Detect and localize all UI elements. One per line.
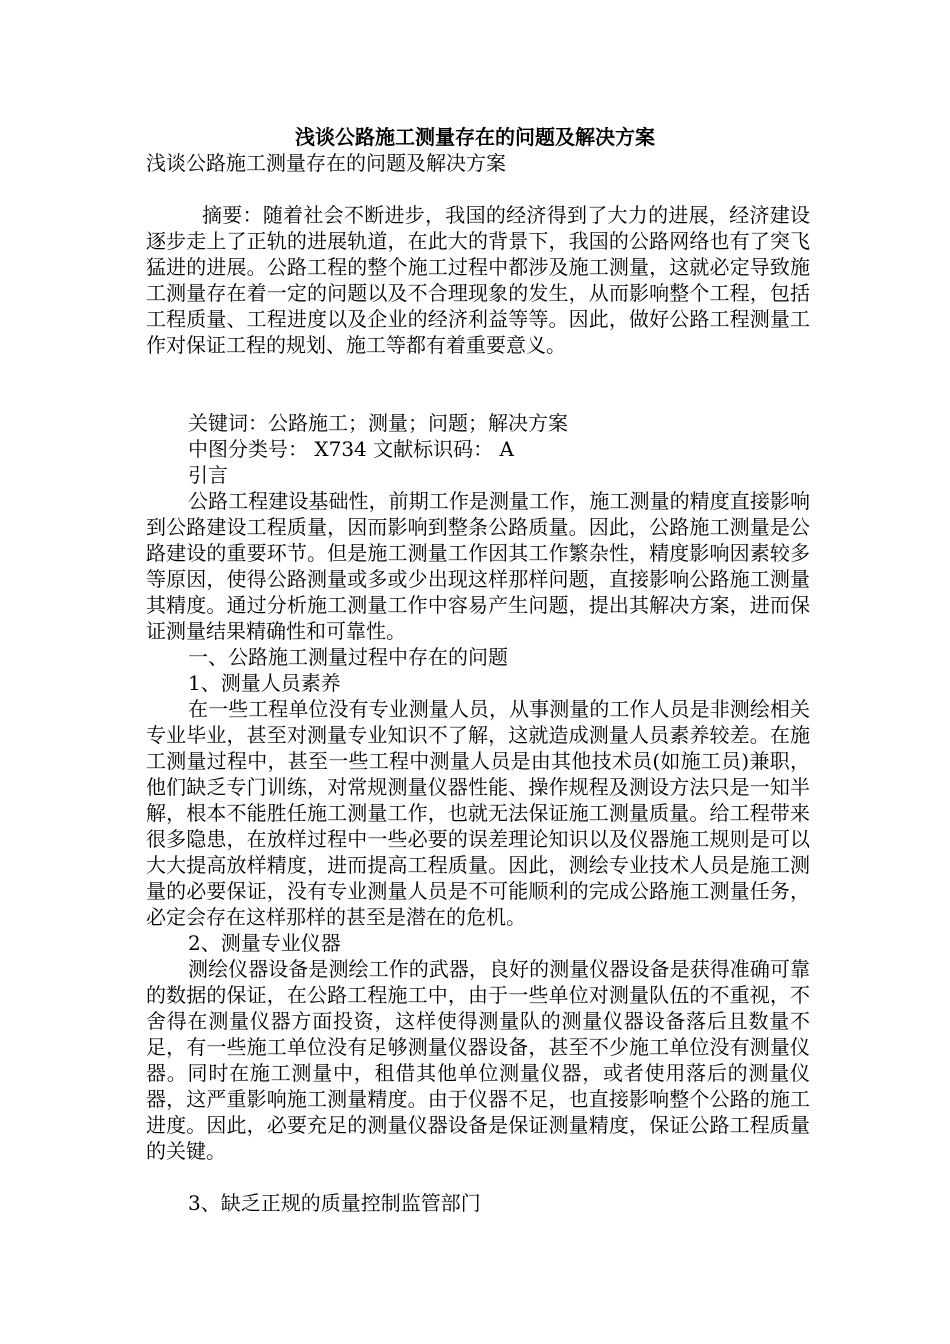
abstract-paragraph: 摘要：随着社会不断进步，我国的经济得到了大力的进展，经济建设逐步走上了正轨的进展轨道，在此大的背景下，我国的公路网络也有了突飞猛进的进展。公路工程的整个施工过程中都涉及施工测量，这就必定导致施工测量存在着一定的问题以及不合理现象的发生，从而影响整个工程，包括工程质量、工程进度以及企业的经济利益等等。因此，做好公路工程测量工作对保证工程的规划、施工等都有着重要意义。 [146,203,810,357]
spacer [146,384,810,410]
spacer [146,176,810,202]
spacer [146,1164,810,1190]
intro-paragraph: 公路工程建设基础性，前期工作是测量工作，施工测量的精度直接影响到公路建设工程质量，因而影响到整条公路质量。因此，公路施工测量是公路建设的重要环节。但是施工测量工作因其工作繁杂性，精度影响因素较多等原因，使得公路测量或多或少出现这样那样问题，直接影响公路施工测量其精度。通过分析施工测量工作中容易产生问题，提出其解决方案，进而保证测量结果精确性和可靠性。 [146,489,810,643]
subsection-paragraph-1: 在一些工程单位没有专业测量人员，从事测量的工作人员是非测绘相关专业毕业，甚至对测量专业知识不了解，这就造成测量人员素养较差。在施工测量过程中，甚至一些工程中测量人员是由其他技术员(如施工员)兼职，他们缺乏专门训练，对常规测量仪器性能、操作规程及测设方法只是一知半解，根本不能胜任施工测量工作，也就无法保证施工测量质量。给工程带来很多隐患，在放样过程中一些必要的误差理论知识以及仪器施工规则是可以大大提高放样精度，进而提高工程质量。因此，测绘专业技术人员是施工测量的必要保证，没有专业测量人员是不可能顺利的完成公路施工测量任务，必定会存在这样那样的甚至是潜在的危机。 [146,697,810,929]
intro-heading: 引言 [188,463,228,487]
subsection-heading-1: 1、测量人员素养 [188,671,341,695]
subsection-paragraph-2: 测绘仪器设备是测绘工作的武器，良好的测量仪器设备是获得准确可靠的数据的保证，在公路工程施工中，由于一些单位对测量队伍的不重视，不舍得在测量仪器方面投资，这样使得测量队的测量仪器设备落后且数量不足，有一些施工单位没有足够测量仪器设备，甚至不少施工单位没有测量仪器。同时在施工测量中，租借其他单位测量仪器，或者使用落后的测量仪器，这严重影响施工测量精度。由于仪器不足，也直接影响整个公路的施工进度。因此，必要充足的测量仪器设备是保证测量精度，保证公路工程质量的关键。 [146,957,810,1163]
section-heading-1: 一、公路施工测量过程中存在的问题 [188,645,508,669]
subsection-heading-3: 3、缺乏正规的质量控制监管部门 [188,1191,481,1215]
document-subtitle: 浅谈公路施工测量存在的问题及解决方案 [146,151,506,175]
document-body [146,150,810,1216]
spacer [146,358,810,384]
document-title: 浅谈公路施工测量存在的问题及解决方案 [295,125,655,149]
subsection-heading-2: 2、测量专业仪器 [188,931,341,955]
classification-line: 中图分类号： X734 文献标识码： A [188,437,514,461]
keywords-line: 关键词：公路施工；测量；问题；解决方案 [188,411,568,435]
